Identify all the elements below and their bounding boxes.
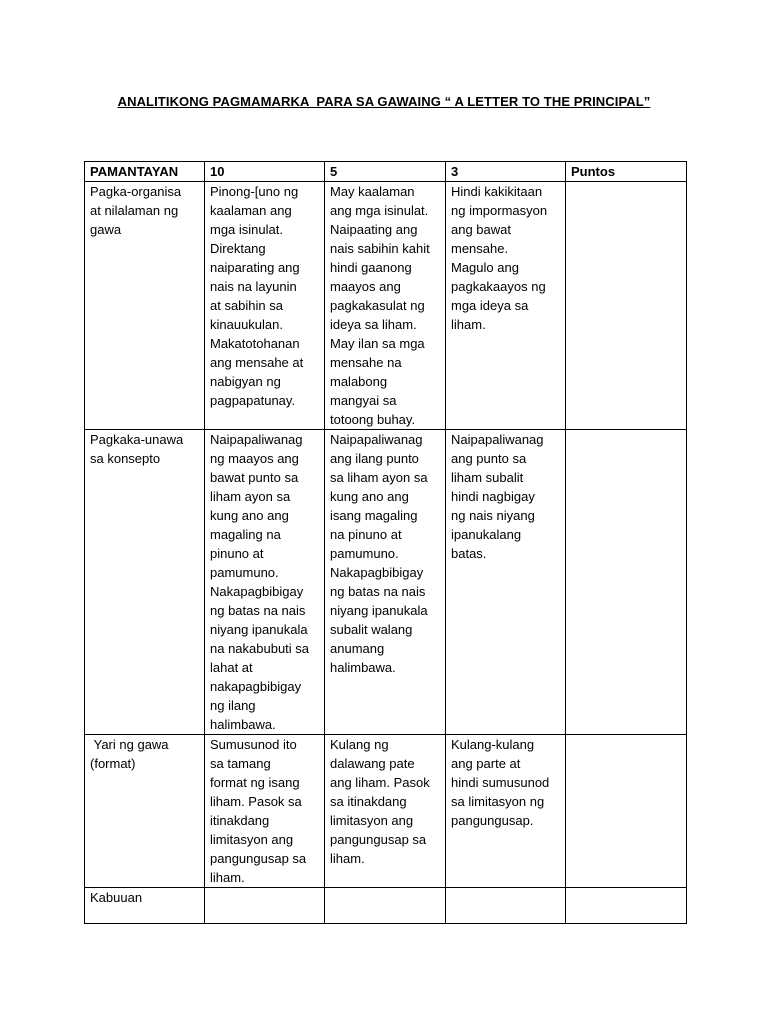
score-3-text: Kulang-kulang ang parte at hindi sumusunod sa limitasyon ng pangungusap. [451,737,550,828]
criteria-cell [85,430,205,735]
criteria-text: Pagkaka-unawa sa konsepto [90,432,184,466]
score-10-cell [205,430,325,735]
score-5-text: Naipapaliwanag ang ilang punto sa liham ayon sa kung ano ang isang magaling na pinuno at pamumuno. Nakapagbibigay ng batas na nais niyang ipanukala subalit walang anumang halimbawa. [330,432,428,675]
score-3-text: Hindi kakikitaan ng impormasyon ang bawat mensahe. Magulo ang pagkakaayos ng mga ideya sa liham. [451,184,548,332]
score-3-text: Naipapaliwanag ang punto sa liham subalit hindi nagbigay ng nais niyang ipanukalang batas. [451,432,544,561]
score-3-cell [446,182,566,430]
score-5-cell [325,430,446,735]
puntos-cell [566,430,687,735]
header-score-5: 5 [325,162,446,182]
score-3-cell [446,430,566,735]
score-5-cell [325,182,446,430]
table-header-row [85,162,687,182]
score-10-text: Sumusunod ito sa tamang format ng isang liham. Pasok sa itinakdang limitasyon ang pangungusap sa liham. [210,737,307,885]
score-5-cell [325,888,446,924]
puntos-cell [566,182,687,430]
score-10-cell [205,888,325,924]
puntos-cell [566,888,687,924]
table-row [85,182,687,430]
rubric-table [84,161,687,924]
criteria-text: Pagka-organisa at nilalaman ng gawa [90,184,182,237]
header-score-10: 10 [205,162,325,182]
score-3-cell [446,888,566,924]
header-pamantayan: PAMANTAYAN [85,162,205,182]
score-5-text: Kulang ng dalawang pate ang liham. Pasok sa itinakdang limitasyon ang pangungusap sa liham. [330,737,430,866]
criteria-cell [85,888,205,924]
table-row [85,735,687,888]
table-row [85,888,687,924]
document-title: ANALITIKONG PAGMAMARKA PARA SA GAWAING “ A LETTER TO THE PRINCIPAL” [117,94,651,109]
header-score-3: 3 [446,162,566,182]
criteria-text: Yari ng gawa (format) [90,737,169,771]
score-5-text: May kaalaman ang mga isinulat. Naipaating ang nais sabihin kahit hindi gaanong maayos ang pagkakasulat ng ideya sa liham. May ilan sa mga mensahe na malabong mangyai sa totoong buhay. [330,184,430,427]
score-10-text: Naipapaliwanag ng maayos ang bawat punto sa liham ayon sa kung ano ang magaling na pinuno at pamumuno. Nakapagbibigay ng batas na nais niyang ipanukala na nakabubuti sa lahat at nakapagbibigay ng ilang halimbawa. [210,432,310,732]
puntos-cell [566,735,687,888]
score-10-cell [205,182,325,430]
score-3-cell [446,735,566,888]
score-10-cell [205,735,325,888]
header-puntos: Puntos [566,162,687,182]
criteria-text: Kabuuan [90,890,143,905]
criteria-cell [85,182,205,430]
score-5-cell [325,735,446,888]
table-row [85,430,687,735]
score-10-text: Pinong-[uno ng kaalaman ang mga isinulat. Direktang naiparating ang nais na layunin at sabihin sa kinauukulan. Makatotohanan ang mensahe at nabigyan ng pagpapatunay. [210,184,304,408]
criteria-cell [85,735,205,888]
